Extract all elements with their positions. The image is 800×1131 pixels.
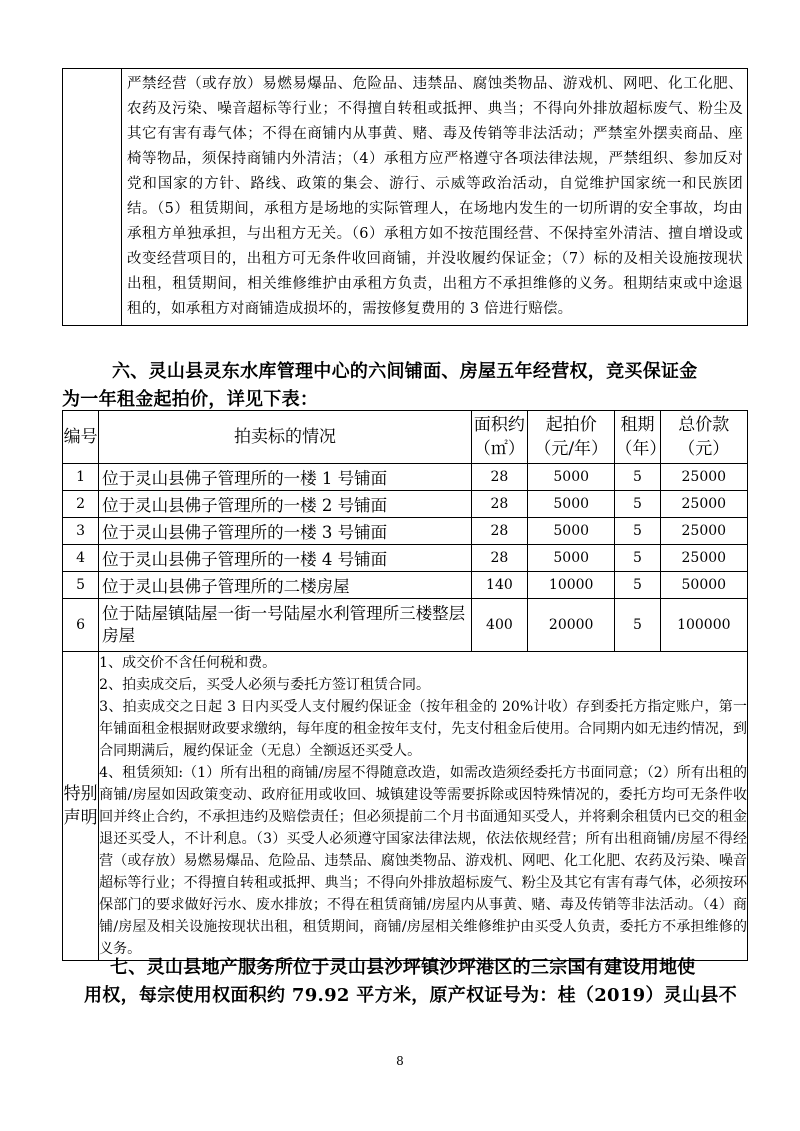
cell-total: 100000 xyxy=(660,599,747,652)
section-6-line-1: 六、灵山县灵东水库管理中心的六间铺面、房屋五年经营权，竞买保证金 xyxy=(112,361,698,382)
header-total: 总价款（元） xyxy=(660,411,747,464)
cell-term: 5 xyxy=(615,464,660,491)
cell-no: 6 xyxy=(63,599,99,652)
cell-desc: 位于灵山县佛子管理所的一楼 2 号铺面 xyxy=(99,491,472,518)
note-item: 4、租赁须知:（1）所有出租的商铺/房屋不得随意改造，如需改造须经委托方书面同意；（2）所有出租的商铺/房屋如因政策变动、政府征用或收回、城镇建设等需要拆除或因特殊情况的，委托方均可无条件收回并终止合约，不承担违约及赔偿责任；但必须提前二个月书面通知买受人，并将剩余租赁内已交的租金退还买受人，不计利息。（3）买受人必须遵守国家法律法规，依法依规经营；所有出租商铺/房屋不得经营（或存放）易燃易爆品、危险品、违禁品、腐蚀类物品、游戏机、网吧、化工化肥、农药及污染、噪音超标等行业；不得擅自转租或抵押、典当；不得向外排放超标废气、粉尘及其它有害有毒气体，必须按环保部门的要求做好污水、废水排放；不得在租赁商铺/房屋内从事黄、赌、毒及传销等非法活动。（4）商铺/房屋及相关设施按现状出租，租赁期间，商铺/房屋相关维修维护由买受人负责，委托方不承担维修的义务。 xyxy=(99,765,747,957)
table-row xyxy=(63,491,748,518)
section-6-line-2: 为一年租金起拍价，详见下表： xyxy=(62,389,319,410)
cell-price: 5000 xyxy=(528,491,615,518)
header-price: 起拍价（元/年） xyxy=(528,411,615,464)
cell-total: 25000 xyxy=(660,491,747,518)
notes-cell xyxy=(99,652,748,961)
table-row xyxy=(63,572,748,599)
header-desc: 拍卖标的情况 xyxy=(99,411,472,464)
cell-price: 5000 xyxy=(528,464,615,491)
cell-term: 5 xyxy=(615,545,660,572)
note-item: 1、成交价不含任何税和费。 xyxy=(99,655,277,671)
cell-price: 20000 xyxy=(528,599,615,652)
cell-area: 400 xyxy=(471,599,527,652)
cell-no: 4 xyxy=(63,545,99,572)
table-row xyxy=(63,545,748,572)
note-item: 3、拍卖成交之日起 3 日内买受人支付履约保证金（按年租金的 20%计收）存到委托方指定账户，第一年铺面租金根据财政要求缴纳，每年度的租金按年支付，先支付租金后使用。合同期内如无违约情况，到合同期满后，履约保证金（无息）全额返还买受人。 xyxy=(99,699,747,759)
section-7-line-1: 七、灵山县地产服务所位于灵山县沙坪镇沙坪港区的三宗国有建设用地使 xyxy=(110,957,696,978)
previous-table-continuation xyxy=(62,68,748,326)
cell-area: 28 xyxy=(471,491,527,518)
terms-cell xyxy=(122,69,748,326)
cell-desc: 位于灵山县佛子管理所的一楼 3 号铺面 xyxy=(99,518,472,545)
cell-no: 3 xyxy=(63,518,99,545)
cell-total: 25000 xyxy=(660,545,747,572)
cell-price: 10000 xyxy=(528,572,615,599)
table-row xyxy=(63,518,748,545)
cell-desc: 位于灵山县佛子管理所的二楼房屋 xyxy=(99,572,472,599)
terms-paragraph: 严禁经营（或存放）易燃易爆品、危险品、违禁品、腐蚀类物品、游戏机、网吧、化工化肥、农药及污染、噪音超标等行业；不得擅自转租或抵押、典当；不得向外排放超标废气、粉尘及其它有害有毒气体；不得在商铺内从事黄、赌、毒及传销等非法活动；严禁室外摆卖商品、座椅等物品，须保持商铺内外清洁；（4）承租方应严格遵守各项法律法规，严禁组织、参加反对党和国家的方针、路线、政策的集会、游行、示威等政治活动，自觉维护国家统一和民族团结。（5）租赁期间，承租方是场地的实际管理人，在场地内发生的一切所谓的安全事故，均由承租方单独承担，与出租方无关。（6）承租方如不按范围经营、不保持室外清洁、擅自增设或改变经营项目的，出租方可无条件收回商铺，并没收履约保证金；（7）标的及相关设施按现状出租，租赁期间，相关维修维护由承租方负责，出租方不承担维修的义务。租期结束或中途退租的，如承租方对商铺造成损坏的，需按修复费用的 3 倍进行赔偿。 xyxy=(127,76,743,317)
cell-total: 50000 xyxy=(660,572,747,599)
cell-no: 5 xyxy=(63,572,99,599)
cell-term: 5 xyxy=(615,599,660,652)
cell-desc: 位于灵山县佛子管理所的一楼 4 号铺面 xyxy=(99,545,472,572)
cell-no: 2 xyxy=(63,491,99,518)
cell-no: 1 xyxy=(63,464,99,491)
cell-term: 5 xyxy=(615,491,660,518)
cell-total: 25000 xyxy=(660,518,747,545)
page-number: 8 xyxy=(396,1054,404,1068)
table-header-row xyxy=(63,411,748,464)
cell-area: 28 xyxy=(471,545,527,572)
table-row xyxy=(63,464,748,491)
cell-term: 5 xyxy=(615,572,660,599)
auction-table xyxy=(62,410,748,961)
section-6-heading xyxy=(62,358,752,414)
notes-label: 特别声明 xyxy=(63,652,99,961)
cell-term: 5 xyxy=(615,518,660,545)
cell-area: 28 xyxy=(471,518,527,545)
section-7-line-2: 用权，每宗使用权面积约 79.92 平方米，原产权证号为：桂（2019）灵山县不 xyxy=(84,985,737,1006)
cell-area: 28 xyxy=(471,464,527,491)
note-item: 2、拍卖成交后，买受人必须与委托方签订租赁合同。 xyxy=(99,677,431,693)
cell-price: 5000 xyxy=(528,545,615,572)
header-term: 租期（年） xyxy=(615,411,660,464)
notes-row xyxy=(63,652,748,961)
empty-label-cell xyxy=(63,69,122,326)
header-area: 面积约（㎡） xyxy=(471,411,527,464)
cell-total: 25000 xyxy=(660,464,747,491)
section-7-heading xyxy=(62,954,752,1010)
cell-desc: 位于陆屋镇陆屋一街一号陆屋水利管理所三楼整层房屋 xyxy=(99,599,472,652)
cell-price: 5000 xyxy=(528,518,615,545)
cell-area: 140 xyxy=(471,572,527,599)
header-no: 编号 xyxy=(63,411,99,464)
table-row xyxy=(63,599,748,652)
cell-desc: 位于灵山县佛子管理所的一楼 1 号铺面 xyxy=(99,464,472,491)
